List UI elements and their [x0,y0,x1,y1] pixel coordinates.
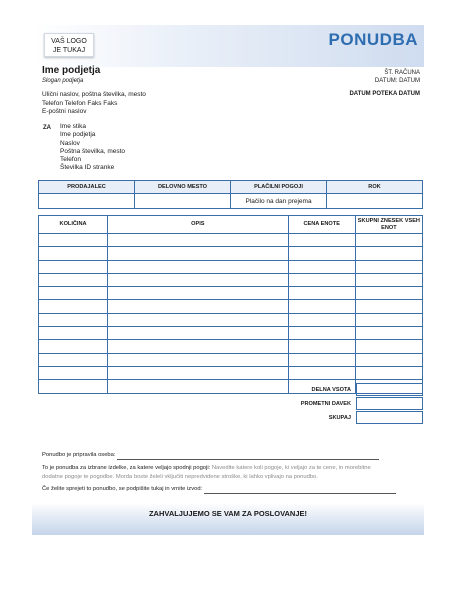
description-cell[interactable] [108,366,288,379]
quantity-cell[interactable] [39,313,108,326]
col-header-quantity: KOLIČINA [39,216,108,234]
sender-address [42,91,146,117]
description-cell[interactable] [108,313,288,326]
table-row [39,234,423,247]
line-total-cell[interactable] [355,260,422,273]
prepared-by-field[interactable] [117,453,379,460]
sales-info-table [38,180,423,209]
line-total-cell[interactable] [355,366,422,379]
total-row [32,411,423,425]
unit-price-cell[interactable] [288,313,355,326]
recipient-line: Naslov [60,139,80,147]
total-label: SKUPAJ [328,415,351,421]
email-line: E-poštni naslov [42,108,87,115]
invoice-date: DATUM: DATUM [374,78,420,84]
quantity-cell[interactable] [39,353,108,366]
cell-job[interactable] [135,194,231,209]
footer-band [32,503,424,535]
description-cell[interactable] [108,273,288,286]
table-row [39,300,423,313]
col-header-seller: PRODAJALEC [39,181,135,194]
thank-you-message: ZAHVALJUJEMO SE VAM ZA POSLOVANJE! [148,509,308,518]
phone-line: Telefon Telefon Faks Faks [42,99,118,107]
logo-line-2: JE TUKAJ [52,47,86,54]
to-label: ZA [43,125,51,131]
description-cell[interactable] [108,234,288,247]
recipient-line: Ime stika [60,123,87,130]
subtotal-row [32,383,423,397]
terms-block [42,464,422,482]
accept-line [42,485,422,494]
line-items-table [38,215,423,394]
col-header-payment-terms: PLAČILNI POGOJI [231,181,327,194]
terms-text-2: dodatne pogoje te pogodbe. Morda boste želeli vključiti nepredvidene stroške, ki lahko vplivajo na ponudbo. [42,474,318,480]
company-slogan: Slogan podjetja [42,78,84,84]
quantity-cell[interactable] [39,300,108,313]
col-header-unit-price: CENA ENOTE [288,216,355,234]
logo-placeholder [44,33,94,57]
prepared-by-line [42,451,422,460]
table-row [39,353,423,366]
accept-label: Če želite sprejeti to ponudbo, se podpišite tukaj in vrnite izvod: [42,486,203,492]
table-row [39,313,423,326]
line-total-cell[interactable] [355,313,422,326]
invoice-info [375,69,420,85]
invoice-number: ŠT. RAČUNA [384,70,420,76]
table-row [39,366,423,379]
line-total-cell[interactable] [355,234,422,247]
tax-label: PROMETNI DAVEK [300,401,351,407]
description-cell[interactable] [108,327,288,340]
expiry-date: DATUM POTEKA DATUM [349,91,420,97]
signature-field[interactable] [204,487,396,494]
tax-row [32,397,423,411]
unit-price-cell[interactable] [288,234,355,247]
subtotal-label: DELNA VSOTA [311,387,351,393]
description-cell[interactable] [108,247,288,260]
unit-price-cell[interactable] [288,287,355,300]
unit-price-cell[interactable] [288,327,355,340]
recipient-line: Poštna številka, mesto [60,147,126,155]
unit-price-cell[interactable] [288,340,355,353]
address-line: Ulični naslov, poštna številka, mesto [42,91,146,98]
table-row [39,260,423,273]
recipient-line: Številka ID stranke [60,164,115,172]
terms-text-1: Navedite katere koli pogoje, ki veljajo za te cene, in morebitne [211,465,371,471]
quantity-cell[interactable] [39,234,108,247]
subtotal-field[interactable] [356,383,423,396]
line-total-cell[interactable] [355,247,422,260]
cell-due[interactable] [327,194,423,209]
recipient-line: Telefon [60,156,81,164]
line-total-cell[interactable] [355,273,422,286]
description-cell[interactable] [108,260,288,273]
company-name: Ime podjetja [42,65,101,76]
quantity-cell[interactable] [39,260,108,273]
quantity-cell[interactable] [39,273,108,286]
line-total-cell[interactable] [355,327,422,340]
quantity-cell[interactable] [39,340,108,353]
page-title: PONUDBA [328,30,418,49]
table-row [39,327,423,340]
unit-price-cell[interactable] [288,273,355,286]
unit-price-cell[interactable] [288,366,355,379]
cell-payment-terms[interactable]: Plačilo na dan prejema [231,194,327,209]
col-header-description: OPIS [108,216,288,234]
description-cell[interactable] [108,353,288,366]
line-total-cell[interactable] [355,353,422,366]
table-row [39,247,423,260]
table-row [39,273,423,286]
quantity-cell[interactable] [39,287,108,300]
total-field[interactable] [356,411,423,424]
quantity-cell[interactable] [39,247,108,260]
unit-price-cell[interactable] [288,300,355,313]
terms-lead: To je ponudba za izbrane izdelke, za katere veljajo spodnji pogoji: [42,465,211,471]
cell-seller[interactable] [39,194,135,209]
description-cell[interactable] [108,340,288,353]
recipient-block [60,123,125,173]
col-header-line-total: SKUPNI ZNESEK VSEH ENOT [355,216,422,234]
prepared-by-label: Ponudbo je pripravila oseba: [42,452,116,458]
col-header-due: ROK [327,181,423,194]
line-total-cell[interactable] [355,300,422,313]
unit-price-cell[interactable] [288,247,355,260]
unit-price-cell[interactable] [288,260,355,273]
table-row [39,340,423,353]
quote-document [32,25,424,535]
tax-field[interactable] [356,397,423,410]
line-total-cell[interactable] [355,287,422,300]
table-row [39,287,423,300]
description-cell[interactable] [108,287,288,300]
line-total-cell[interactable] [355,340,422,353]
description-cell[interactable] [108,300,288,313]
recipient-line: Ime podjetja [60,131,96,139]
quantity-cell[interactable] [39,366,108,379]
footer-notes [42,451,422,494]
unit-price-cell[interactable] [288,353,355,366]
quantity-cell[interactable] [39,327,108,340]
col-header-job: DELOVNO MESTO [135,181,231,194]
logo-line-1: VAŠ LOGO [51,38,87,45]
